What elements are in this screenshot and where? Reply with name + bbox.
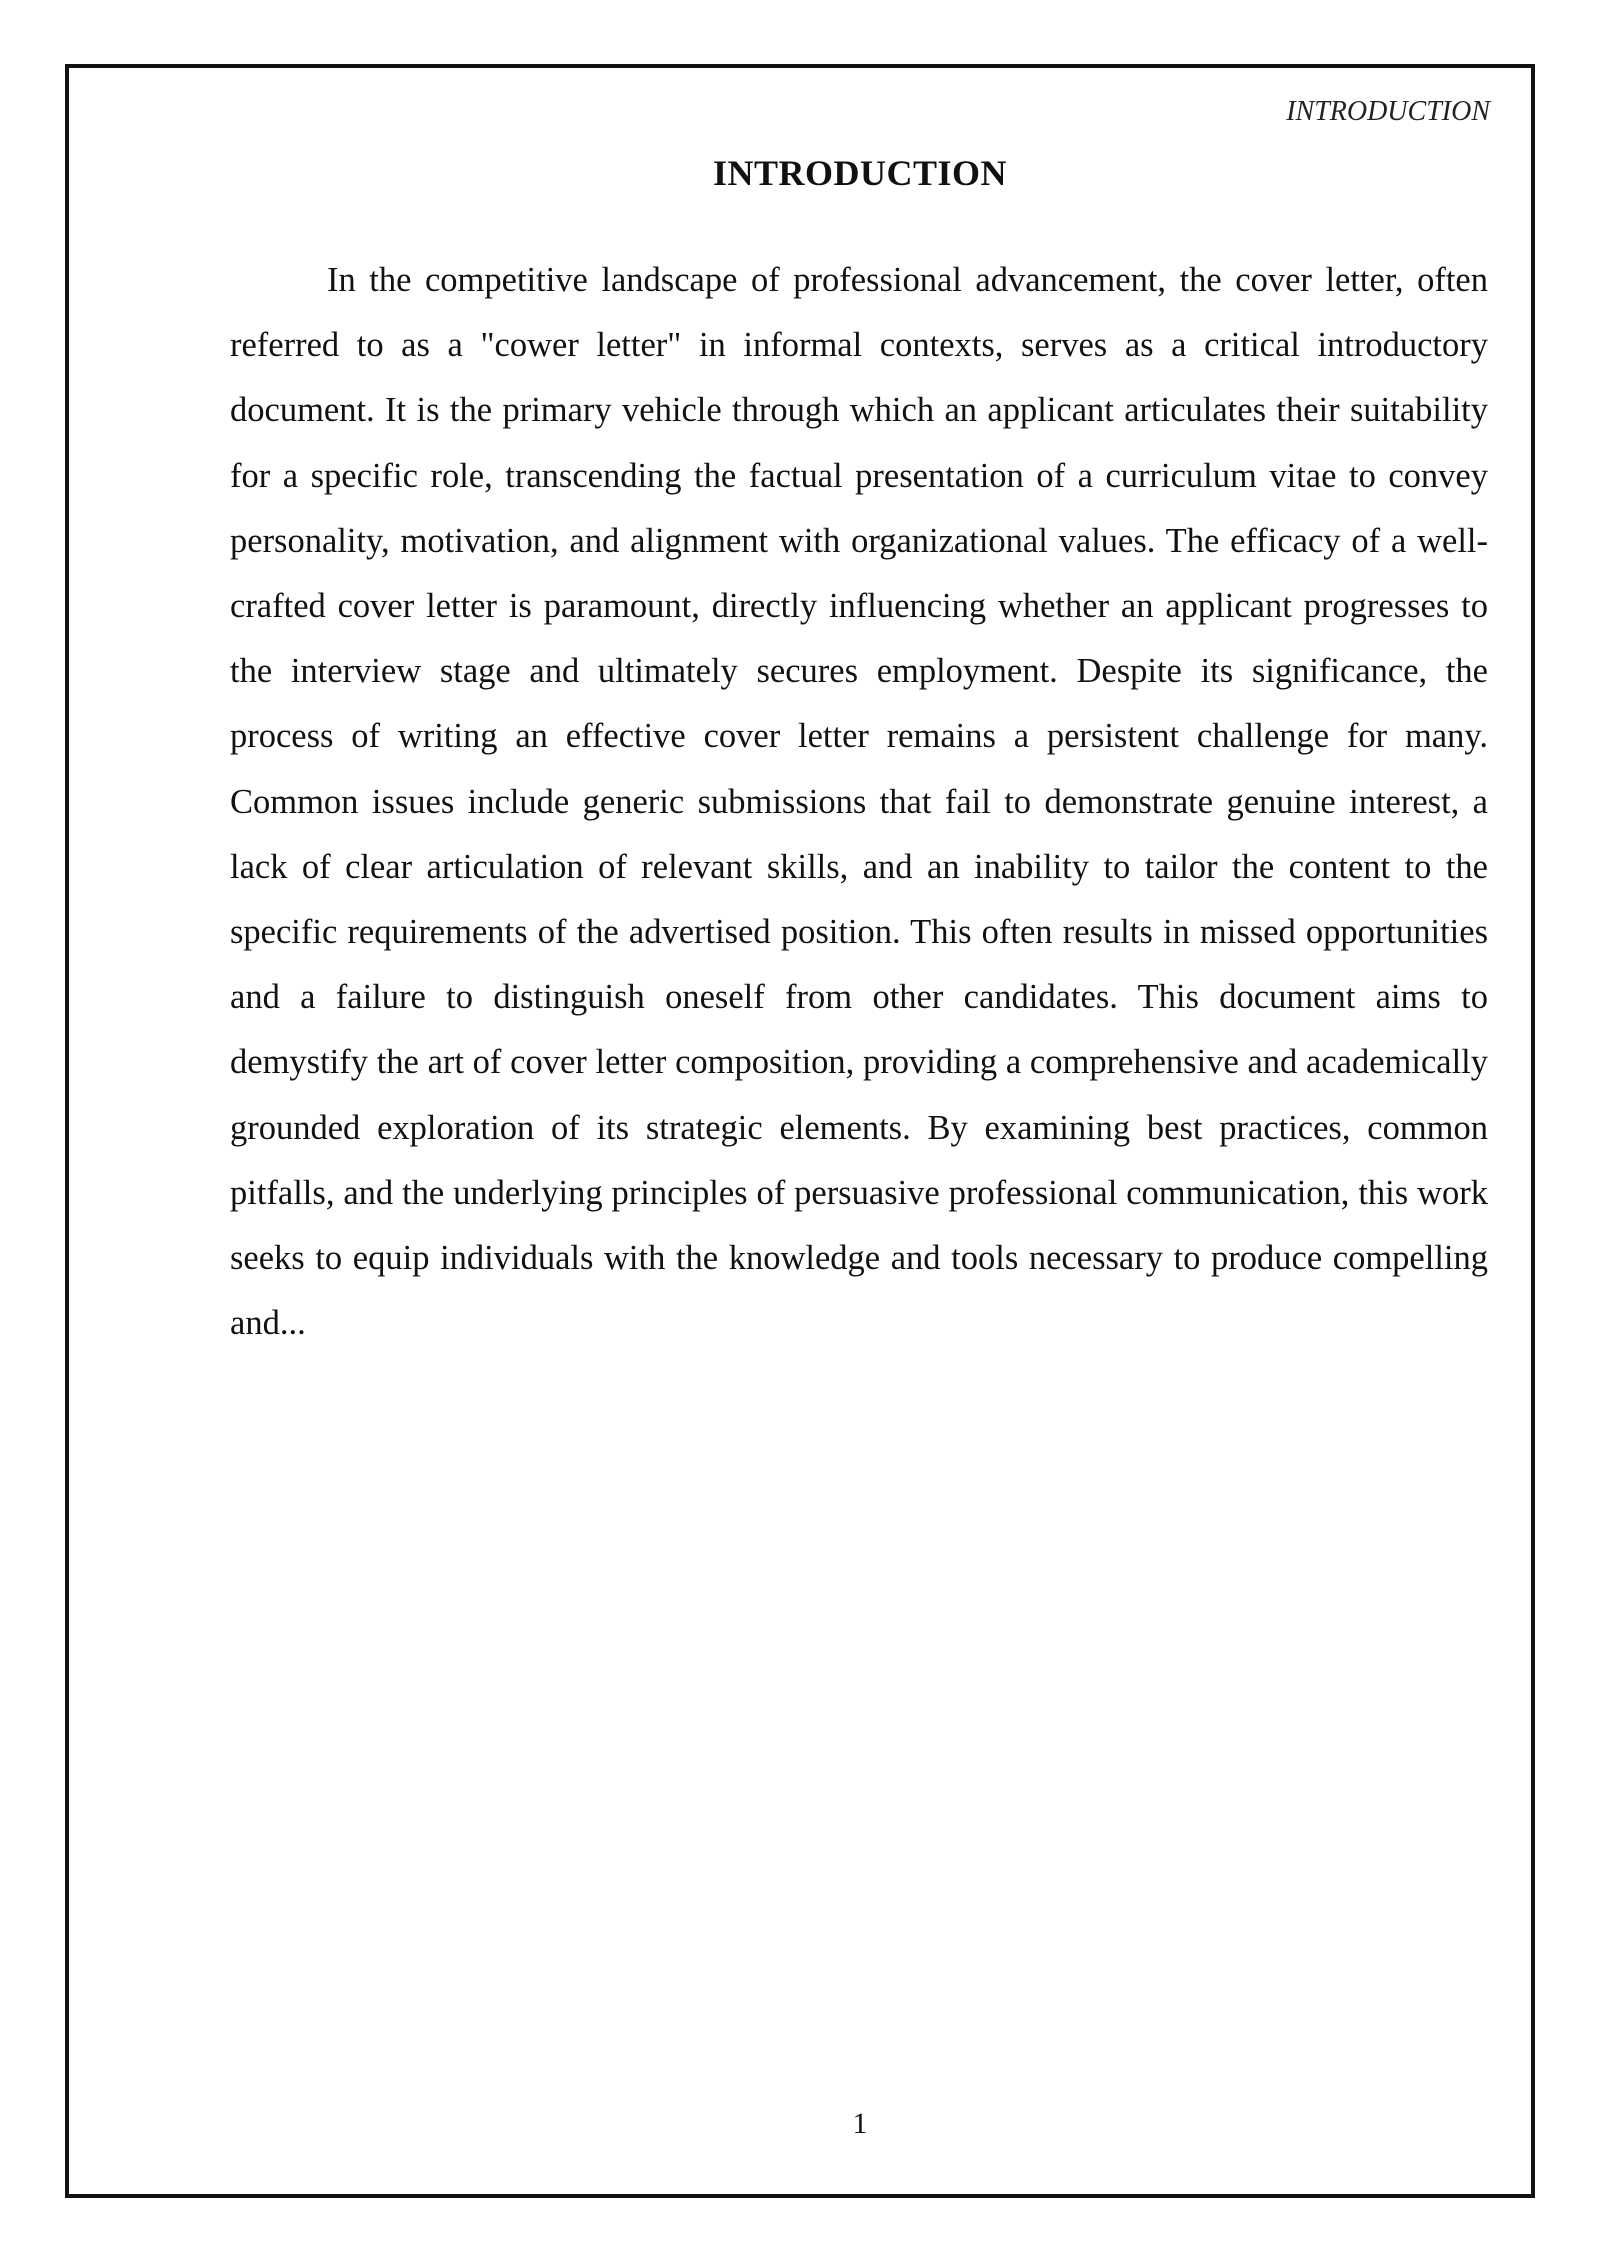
page-number: 1 [852, 2107, 868, 2140]
page-title: INTRODUCTION [712, 153, 1008, 193]
body-paragraph: In the competitive landscape of professional advancement, the cover letter, often referred to as a "cower letter" in informal contexts, serves as a critical introductory document. It is the primary vehicle through which an applicant articulates their suitability for a specific role, transcending the factual presentation of a curriculum vitae to convey personality, motivation, and alignment with organizational values. The efficacy of a well-crafted cover letter is paramount, directly influencing whether an applicant progresses to the interview stage and ultimately secures employment. Despite its significance, the process of writing an effective cover letter remains a persistent challenge for many. Common issues include generic submissions that fail to demonstrate genuine interest, a lack of clear articulation of relevant skills, and an inability to tailor the content to the specific requirements of the advertised position. This often results in missed opportunities and a failure to distinguish oneself from other candidates. This document aims to demystify the art of cover letter composition, providing a comprehensive and academically grounded exploration of its strategic elements. By examining best practices, common pitfalls, and the underlying principles of persuasive professional communication, this work seeks to equip individuals with the knowledge and tools necessary to produce compelling and... [230, 261, 1488, 1343]
running-header: INTRODUCTION [1286, 96, 1490, 127]
